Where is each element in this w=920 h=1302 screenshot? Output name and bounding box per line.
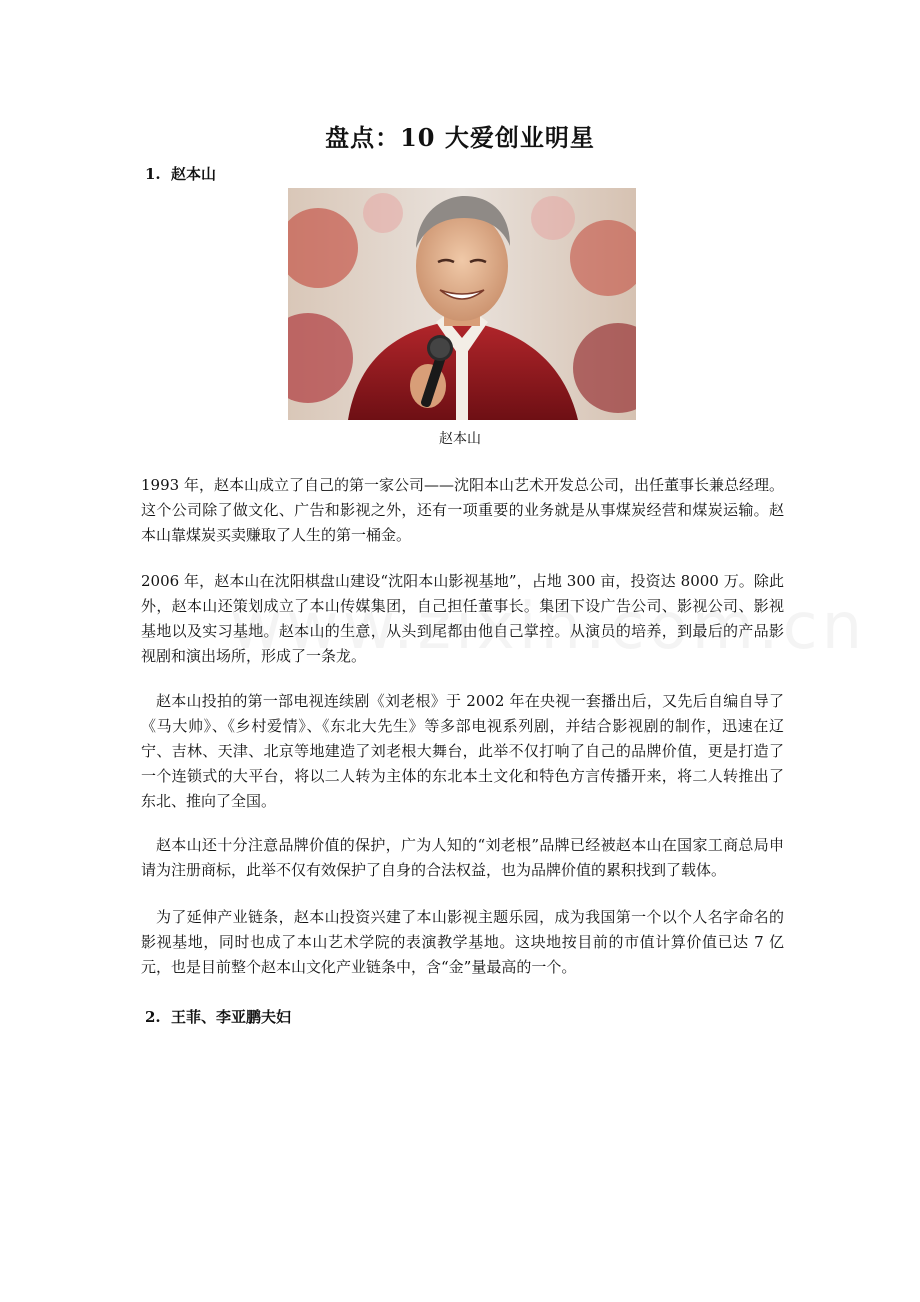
paragraph-4: 赵本山还十分注意品牌价值的保护，广为人知的“刘老根”品牌已经被赵本山在国家工商总局申请为注册商标，此举不仅有效保护了自身的合法权益，也为品牌价值的累积找到了载体。 xyxy=(141,836,784,879)
document-title: 盘点：10 大爱创业明星 xyxy=(325,123,595,152)
photo-caption: 赵本山 xyxy=(439,431,481,447)
paragraph-2: 2006 年，赵本山在沈阳棋盘山建设“沈阳本山影视基地”，占地 300 亩，投资达 8000 万。除此外，赵本山还策划成立了本山传媒集团，自己担任董事长。集团下设广告公司、影视公司、影视基地以及实习基地。赵本山的生意，从头到尾都由他自己掌控。从演员的培养，到最后的产品影视剧和演出场所，形成了一条龙。 xyxy=(141,572,784,665)
section-number: 2. xyxy=(145,1008,161,1026)
section-name: 赵本山 xyxy=(171,165,217,183)
paragraph-5: 为了延伸产业链条，赵本山投资兴建了本山影视主题乐园，成为我国第一个以个人名字命名的影视基地，同时也成了本山艺术学院的表演教学基地。这块地按目前的市值计算价值已达 7 亿元，也是目前整个赵本山文化产业链条中，含“金”量最高的一个。 xyxy=(141,908,784,976)
portrait-photo xyxy=(288,188,636,420)
section-number: 1. xyxy=(145,165,161,183)
paragraph-1: 1993 年，赵本山成立了自己的第一家公司——沈阳本山艺术开发总公司，出任董事长兼总经理。这个公司除了做文化、广告和影视之外，还有一项重要的业务就是从事煤炭经营和煤炭运输。赵本山靠煤炭买卖赚取了人生的第一桶金。 xyxy=(141,476,784,544)
section-name: 王菲、李亚鹏夫妇 xyxy=(171,1008,292,1026)
paragraph-3: 赵本山投拍的第一部电视连续剧《刘老根》于 2002 年在央视一套播出后，又先后自编自导了《马大帅》、《乡村爱情》、《东北大先生》等多部电视系列剧，并结合影视剧的制作，迅速在辽宁、吉林、天津、北京等地建造了刘老根大舞台，此举不仅打响了自己的品牌价值，更是打造了一个连锁式的大平台，将以二人转为主体的东北本土文化和特色方言传播开来，将二人转推出了东北、推向了全国。 xyxy=(141,692,784,810)
section-heading-1 xyxy=(145,163,216,184)
section-heading-2 xyxy=(145,1006,291,1027)
portrait-with-microphone-icon xyxy=(288,188,636,420)
